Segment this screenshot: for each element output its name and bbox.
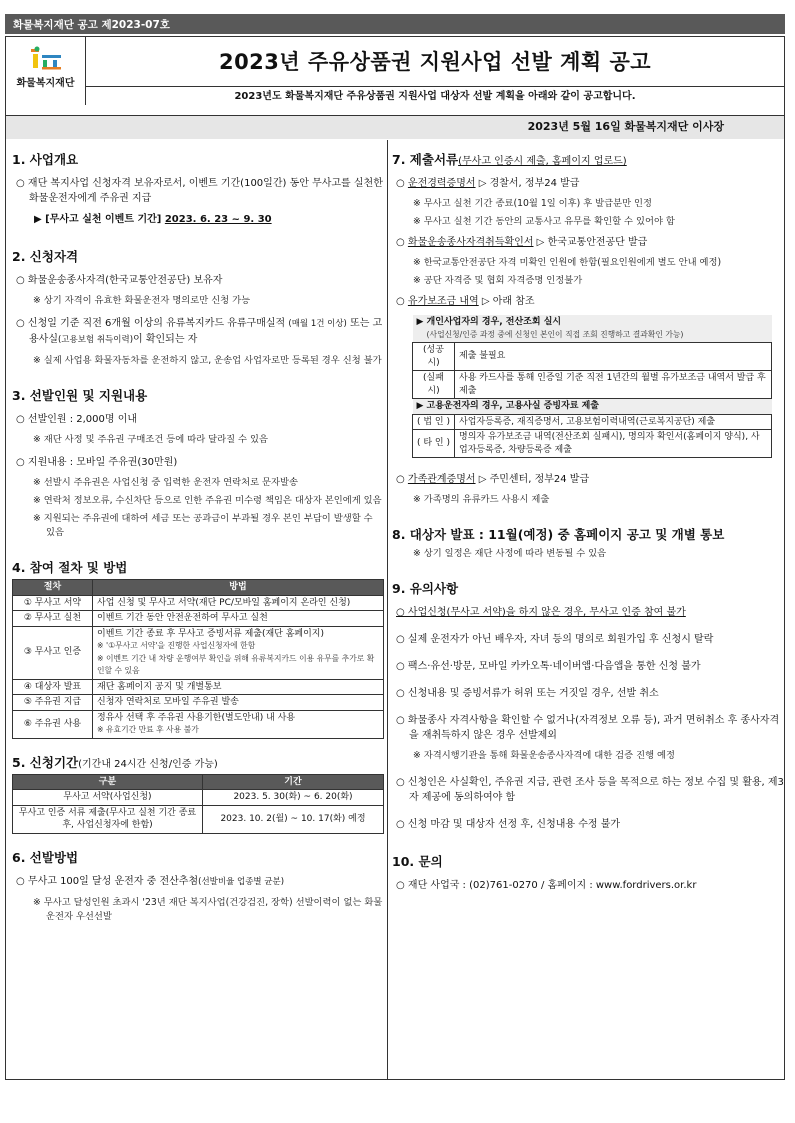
table-row: ③ 무사고 인증 이벤트 기간 종료 후 무사고 증빙서류 제출(재단 홈페이지) ※ '①무사고 서약'을 진행한 사업신청자에 한함 ※ 이벤트 기간 내 차량 운행여부 확인을 위해 유류복지카드 이용 유무를 추가로 확인할 수 있음 [13, 626, 384, 679]
section-2-title: 2. 신청자격 [12, 249, 79, 264]
s6-p1: ○ 무사고 100일 달성 운전자 중 전산추첨(선발비율 업종별 균분) [16, 875, 285, 887]
s2-n2: ※ 실제 사업용 화물자동차를 운전하지 않고, 운송업 사업자로만 등록된 경우 신청 불가 [33, 355, 382, 366]
section-6-title: 6. 선발방법 [12, 849, 79, 865]
s7-doc1: ○ 운전경력증명서 ▷ 경찰서, 정부24 발급 [396, 178, 580, 189]
right-column: 7. 제출서류(무사고 인증시 제출, 홈페이지 업로드) ○ 운전경력증명서 ▷ 경찰서, 정부24 발급 ※ 무사고 실천 기간 종료(10월 1일 이후) 후 발급분만 인정 ※ 무사고 실천 기간 동안의 교통사고 유무를 확인할 수 있어야 함 ○ 화물운송종사자격취득확인서 ▷ 한국교통안전공단 발급 ※ 한국교통안전공단 자격 미확인 인원에 한함(필요인원에게 별도 안내 예정) ※ 공단 자격증 및 협회 자격증명 인정불가 ○ 유가보조금 내역 ▷ 아래 참조 ▶ 개인사업자의 경우, 전산조회 실시 (사업신청/인증 과정 중에 신청인 본인이 직접 조회 진행하고 결과확인 가능) (성공시) 제출 불필요 (실패시) 사용 카드사를 통해 인증일 기준 직전 1년간의 월별 유가보조금 내역서 발급 후 제출 ▶ 고용운전자의 경우, 고용사실 증빙자료 제출 ( 법 인 ) 사업자등록증, 재직증명서, 고용보험이력내역(근로복지공단) 제출 ( 타 인 ) 명의자 유가보조금 내역(전산조회 실패시), 명의자 확인서(홈페이지 양식), 사업자등록증, 차량등록증 제출 ○ 가족관계증명서 ▷ 주민센터, 정부24 발급 ※ 가족명의 유류카드 사용시 제출 8. 대상자 발표 : 11월(예정) 중 홈페이지 공고 및 개별 통보 ※ 상기 일정은 재단 사정에 따라 변동될 수 있음 9. 유의사항 ○ 사업신청(무사고 서약)을 하지 않은 경우, 무사고 인증 참여 불가 ○ 실제 운전자가 아닌 배우자, 자녀 등의 명의로 회원가입 후 신청시 탈락 ○ 팩스·유선·방문, 모바일 카카오톡·네이버앱·다음앱을 통한 신청 불가 ○ 신청내용 및 증빙서류가 허위 또는 거짓일 경우, 선발 취소 ○ 화물종사 자격사항을 확인할 수 없거나(자격정보 오류 등), 과거 면허취소 후 종사자격을 재취득하지 않은 경우 선발제외 ※ 자격시행기관을 통해 화물운송종사자격에 대한 검증 진행 예정 ○ 신청인은 사실확인, 주유권 지급, 관련 조사 등을 목적으로 하는 정보 수집 및 활용, 제3자 제공에 동의하여야 함 ○ 신청 마감 및 대상자 선정 후, 신청내용 수정 불가 10. 문의 ○ 재단 사업국 : (02)761-0270 / 홈페이지 : www.fordrivers.or.kr [392, 152, 784, 891]
column-divider [387, 140, 388, 1080]
table-row: (실패시) 사용 카드사를 통해 인증일 기준 직전 1년간의 월별 유가보조금 내역서 발급 후 제출 [413, 371, 772, 399]
org-logo [6, 37, 86, 105]
section-9-title: 9. 유의사항 [392, 581, 459, 596]
section-3-title: 3. 선발인원 및 지원내용 [12, 388, 148, 403]
foundation-logo-icon [29, 45, 63, 71]
section-1-title: 1. 사업개요 [12, 152, 79, 167]
s7-doc2: ○ 화물운송종사자격취득확인서 ▷ 한국교통안전공단 발급 [396, 237, 648, 248]
event-label: ▶ [무사고 실천 이벤트 기간] [34, 214, 162, 225]
period-table: 구분 기간 무사고 서약(사업신청) 2023. 5. 30(화) ~ 6. 20(화) 무사고 인증 서류 제출(무사고 실천 기간 종료 후, 사업신청자에 한함) 2023. 10. 2(월) ~ 10. 17(화) 예정 [12, 774, 384, 834]
contact-info: ○ 재단 사업국 : (02)761-0270 / 홈페이지 : www.fordrivers.or.kr [396, 880, 697, 891]
table-row: 무사고 인증 서류 제출(무사고 실천 기간 종료 후, 사업신청자에 한함) 2023. 10. 2(월) ~ 10. 17(화) 예정 [13, 805, 384, 833]
s3-n4: ※ 지원되는 주유권에 대하여 세금 또는 공과금이 부과될 경우 본인 부담이 발생할 수 있음 [33, 513, 373, 538]
table-row: ② 무사고 실천 이벤트 기간 동안 안전운전하여 무사고 실천 [13, 611, 384, 627]
subtitle: 2023년도 화물복지재단 주유상품권 지원사업 대상자 선발 계획을 아래와 같이 공고합니다. [234, 91, 636, 102]
section-10-title: 10. 문의 [392, 854, 443, 869]
section-4-title: 4. 참여 절차 및 방법 [12, 560, 128, 575]
s1-event [12, 212, 384, 227]
s3-n3: ※ 연락처 정보오류, 수신차단 등으로 인한 주유권 미수령 책임은 대상자 본인에게 있음 [33, 495, 382, 506]
table-row: ( 타 인 ) 명의자 유가보조금 내역(전산조회 실패시), 명의자 확인서(홈페이지 양식), 사업자등록증, 차량등록증 제출 [413, 430, 772, 458]
procedure-table: 절차 방법 ① 무사고 서약 사업 신청 및 무사고 서약(재단 PC/모바일 홈페이지 온라인 신청) ② 무사고 실천 이벤트 기간 동안 안전운전하여 무사고 실천 ③ 무사고 인증 이벤트 기간 종료 후 무사고 증빙서류 제출(재단 홈페이지) ※ '①무사고 서약'을 진행한 사업신청자에 한함 ※ 이벤트 기간 내 차량 운행여부 확인을 위해 유류복지카드 이용 유무를 추가로 확인할 수 있음 ④ 대상자 발표 재단 홈페이지 공지 및 개별통보 ⑤ 주유권 지급 신청자 연락처로 모바일 주유권 발송 ⑥ 주유권 사용 정유사 선택 후 주유권 사용기한(별도안내) 내 사용 ※ 유효기간 만료 후 사용 불가 [12, 579, 384, 739]
s2-p2: ○ 신청일 기준 직전 6개월 이상의 유류복지카드 유류구매실적 (매월 1건 이상) 또는 고용사실(고용보험 취득이력)이 확인되는 자 [16, 318, 383, 345]
page-title: 2023년 주유상품권 지원사업 선발 계획 공고 [86, 37, 784, 87]
s1-paragraph: ○ 재단 복지사업 신청자격 보유자로서, 이벤트 기간(100일간) 동안 무사고를 실천한 화물운전자에게 주유권 지급 [16, 178, 383, 204]
table-row: ( 법 인 ) 사업자등록증, 재직증명서, 고용보험이력내역(근로복지공단) 제출 [413, 414, 772, 430]
header [5, 36, 785, 138]
table-row: (성공시) 제출 불필요 [413, 343, 772, 371]
event-period: 2023. 6. 23 ~ 9. 30 [164, 214, 272, 225]
notice-number: 화물복지재단 공고 제2023-07호 [5, 14, 785, 34]
date-line: 2023년 5월 16일 화물복지재단 이사장 [6, 115, 784, 139]
table-row: ④ 대상자 발표 재단 홈페이지 공지 및 개별통보 [13, 679, 384, 695]
s2-n1: ※ 상기 자격이 유효한 화물운전자 명의로만 신청 가능 [33, 295, 251, 306]
fuel-subsidy-table: ▶ 개인사업자의 경우, 전산조회 실시 (사업신청/인증 과정 중에 신청인 본인이 직접 조회 진행하고 결과확인 가능) (성공시) 제출 불필요 (실패시) 사용 카드사를 통해 인증일 기준 직전 1년간의 월별 유가보조금 내역서 발급 후 제출 ▶ 고용운전자의 경우, 고용사실 증빙자료 제출 ( 법 인 ) 사업자등록증, 재직증명서, 고용보험이력내역(근로복지공단) 제출 ( 타 인 ) 명의자 유가보조금 내역(전산조회 실패시), 명의자 확인서(홈페이지 양식), 사업자등록증, 차량등록증 제출 [412, 315, 772, 458]
s6-n1: ※ 무사고 달성인원 초과시 '23년 재단 복지사업(건강검진, 장학) 선발이력이 없는 화물운전자 우선선발 [33, 896, 383, 922]
table-row: ⑤ 주유권 지급 신청자 연락처로 모바일 주유권 발송 [13, 695, 384, 711]
s3-n1: ※ 재단 사정 및 주유권 구매조건 등에 따라 달라질 수 있음 [33, 434, 268, 445]
table-row: 무사고 서약(사업신청) 2023. 5. 30(화) ~ 6. 20(화) [13, 790, 384, 806]
table-row: ① 무사고 서약 사업 신청 및 무사고 서약(재단 PC/모바일 홈페이지 온라인 신청) [13, 595, 384, 611]
section-5-title: 5. 신청기간(기간내 24시간 신청/인증 가능) [12, 754, 218, 770]
table-row: ⑥ 주유권 사용 정유사 선택 후 주유권 사용기한(별도안내) 내 사용 ※ 유효기간 만료 후 사용 불가 [13, 710, 384, 738]
s3-n2: ※ 선발시 주유권은 사업신청 중 입력한 운전자 연락처로 문자발송 [33, 477, 298, 488]
org-name: 화물복지재단 [16, 78, 75, 89]
s3-p2: ○ 지원내용 : 모바일 주유권(30만원) [16, 457, 178, 468]
section-8-title: 8. 대상자 발표 : 11월(예정) 중 홈페이지 공고 및 개별 통보 [392, 527, 725, 542]
section-7-title: 7. 제출서류(무사고 인증시 제출, 홈페이지 업로드) [392, 152, 627, 167]
s7-doc4: ○ 가족관계증명서 ▷ 주민센터, 정부24 발급 [396, 474, 590, 485]
s2-p1: ○ 화물운송종사자격(한국교통안전공단) 보유자 [16, 275, 223, 286]
s3-p1: ○ 선발인원 : 2,000명 이내 [16, 414, 138, 425]
left-column [12, 150, 384, 928]
s7-doc3: ○ 유가보조금 내역 ▷ 아래 참조 [396, 296, 535, 307]
